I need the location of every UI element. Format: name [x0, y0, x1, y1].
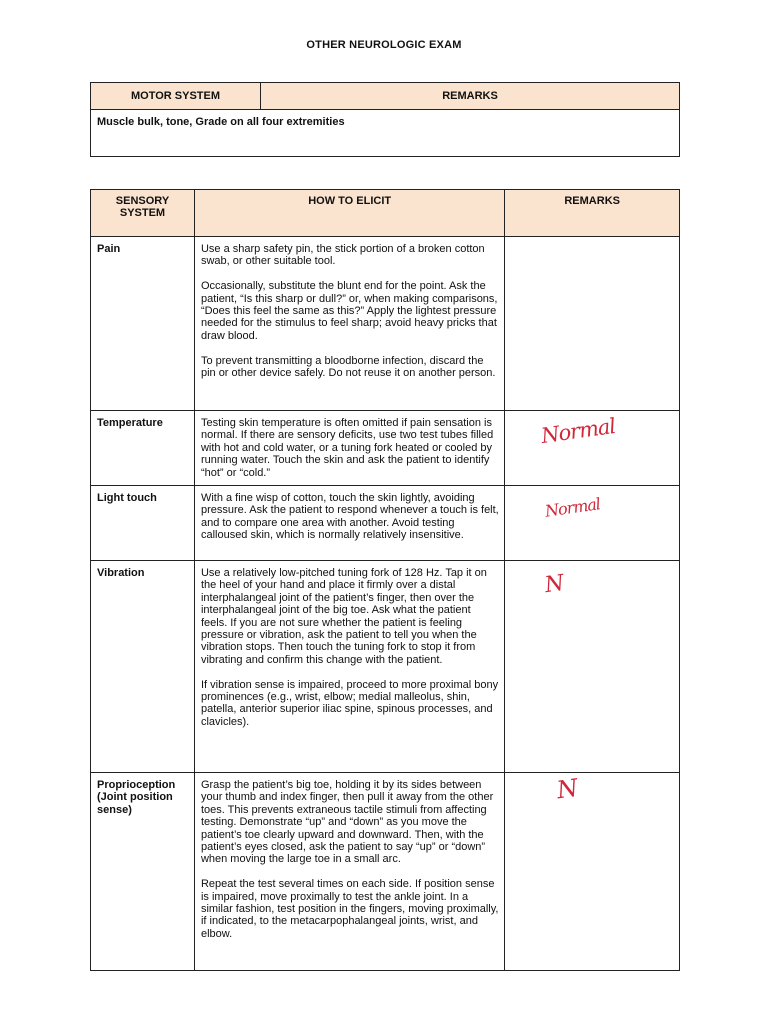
table-row — [91, 561, 680, 773]
row-remark — [505, 486, 680, 561]
handwritten-remark: Normal — [544, 494, 602, 521]
instruction-paragraph: Grasp the patient’s big toe, holding it by its sides between your thumb and index finger, then pull it away from the other toes. This prevents extraneous tactile stimuli from affecting testing. Demonstrate “up” and “down” as you move the patient’s toe clearly upward and downward. Then, with the patient’s eyes closed, ask the patient to say “up” or “down” when moving the large toe in a small arc. — [200, 779, 494, 866]
row-instructions — [194, 486, 504, 561]
handwritten-remark: N — [555, 773, 580, 805]
row-remark — [505, 411, 680, 486]
instruction-paragraph: Use a relatively low-pitched tuning fork of 128 Hz. Tap it on the heel of your hand and place it firmly over a distal interphalangeal joint of the patient’s finger, then over the interphalangeal joint of the big toe. Ask what the patient feels. If you are not sure whether the patient is feeling pressure or vibration, ask the patient to tell you when the vibration stops. Then touch the tuning fork to stop it from vibrating and confirm this change with the patient. — [200, 567, 487, 666]
sensory-header-remarks: REMARKS — [505, 190, 680, 237]
instruction-paragraph: With a fine wisp of cotton, touch the skin lightly, avoiding pressure. Ask the patient to respond whenever a touch is felt, and to compare one area with another. Avoid testing calloused skin, which is normally relatively insensitive. — [200, 492, 499, 542]
row-label: Light touch — [91, 486, 195, 561]
motor-header-remarks: REMARKS — [261, 83, 680, 110]
instruction-paragraph: To prevent transmitting a bloodborne infection, discard the pin or other device safely. Do not reuse it on another person. — [200, 354, 496, 380]
row-instructions — [194, 237, 504, 411]
instruction-paragraph: Occasionally, substitute the blunt end for the point. Ask the patient, “Is this sharp or dull?” or, when making comparisons, “Does this feel the same as this?” Apply the lightest pressure needed for the stimulus to feel sharp; avoid heavy pricks that draw blood. — [200, 280, 498, 342]
sensory-header-system: SENSORY SYSTEM — [91, 190, 195, 237]
instruction-paragraph: Repeat the test several times on each side. If position sense is impaired, move proximally to test the ankle joint. In a similar fashion, test position in the fingers, moving proximally, if indicated, to the metacarpophalangeal joints, wrist, and elbow. — [200, 878, 499, 940]
handwritten-remark: N — [543, 570, 566, 599]
row-remark — [505, 561, 680, 773]
sensory-header-how: HOW TO ELICIT — [194, 190, 504, 237]
row-label: Pain — [91, 237, 195, 411]
row-remark — [505, 237, 680, 411]
instruction-paragraph: If vibration sense is impaired, proceed to more proximal bony prominences (e.g., wrist, elbow; medial malleolus, shin, patella, anterior superior iliac spine, spinous processes, and clavicles). — [200, 678, 499, 728]
row-instructions — [194, 561, 504, 773]
motor-system-table — [90, 82, 680, 157]
row-instructions — [194, 773, 504, 971]
table-row — [91, 773, 680, 971]
row-remark — [505, 773, 680, 971]
table-row — [91, 411, 680, 486]
document-title: OTHER NEUROLOGIC EXAM — [306, 39, 462, 51]
instruction-paragraph: Use a sharp safety pin, the stick portion of a broken cotton swab, or other suitable tool. — [200, 243, 485, 268]
row-label: Temperature — [91, 411, 195, 486]
row-label: Proprioception (Joint position sense) — [91, 773, 195, 971]
instruction-paragraph: Testing skin temperature is often omitted if pain sensation is normal. If there are sensory deficits, use two test tubes filled with hot and cold water, or a tuning fork heated or cooled by running water. Touch the skin and ask the patient to identify “hot” or “cold.” — [200, 417, 494, 479]
table-row — [91, 486, 680, 561]
motor-header-system: MOTOR SYSTEM — [91, 83, 261, 110]
motor-row-text: Muscle bulk, tone, Grade on all four extremities — [91, 110, 680, 157]
row-instructions — [194, 411, 504, 486]
row-label: Vibration — [91, 561, 195, 773]
sensory-system-table — [90, 189, 680, 971]
handwritten-remark: Normal — [540, 413, 617, 449]
table-row — [91, 237, 680, 411]
